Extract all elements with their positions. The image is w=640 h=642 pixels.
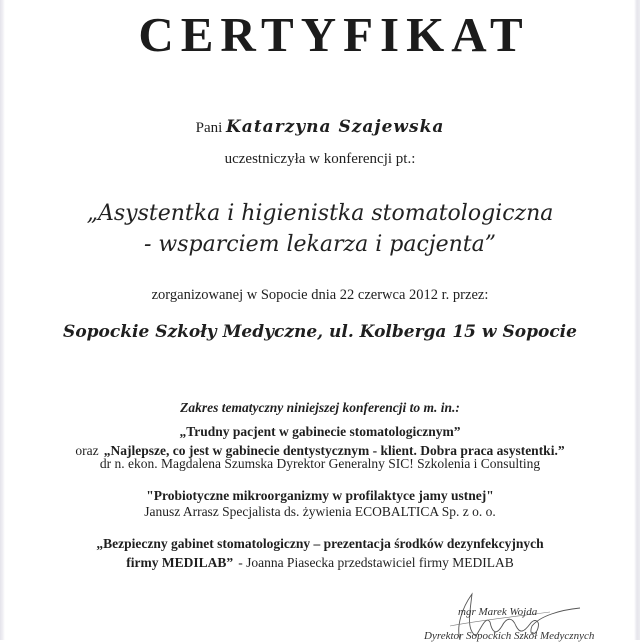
organized-text: zorganizowanej w Sopocie dnia 22 czerwca 2012 r. przez: xyxy=(151,287,489,303)
conference-title-line2: - wsparciem lekarza i pacjenta” xyxy=(144,232,496,257)
topic-3-speaker: - Joanna Piasecka przedstawiciel firmy MEDILAB xyxy=(238,555,514,570)
participation-text: uczestniczyła w konferencji pt.: xyxy=(224,151,416,167)
topic-2-speaker: Janusz Arrasz Specjalista ds. żywienia ECOBALTICA Sp. z o. o. xyxy=(144,504,496,519)
recipient-name: Katarzyna Szajewska xyxy=(226,117,445,137)
topic-1-speaker: dr n. ekon. Magdalena Szumska Dyrektor Generalny SIC! Szkolenia i Consulting xyxy=(99,456,541,471)
recipient-line xyxy=(0,117,640,137)
signature-block xyxy=(420,586,640,640)
certificate-title: CERTYFIKAT xyxy=(138,7,530,62)
organizer: Sopockie Szkoły Medyczne, ul. Kolberga 15 w Sopocie xyxy=(63,322,577,342)
topic-3-title-2: firmy MEDILAB” xyxy=(126,555,234,570)
conference-title-line1: „Asystentka i higienistka stomatologiczna xyxy=(86,201,554,226)
salutation-prefix: Pani xyxy=(195,120,223,136)
signer-name: mgr Marek Wojda xyxy=(458,606,538,618)
scope-heading: Zakres tematyczny niniejszej konferencji to m. in.: xyxy=(180,400,460,415)
topic-2-title: "Probiotyczne mikroorganizmy w profilaktyce jamy ustnej" xyxy=(146,488,494,503)
topic-1-title: „Trudny pacjent w gabinecie stomatologicznym” xyxy=(179,424,461,439)
topic-1-title-2: „Najlepsze, co jest w gabinecie dentystycznym - klient. Dobra praca asystentki.” xyxy=(103,443,565,458)
topic-3-line2 xyxy=(0,552,640,571)
signer-role: Dyrektor Sopockich Szkół Medycznych xyxy=(424,630,595,642)
topic-1-prefix: oraz xyxy=(75,443,99,458)
topic-3-title: „Bezpieczny gabinet stomatologiczny – prezentacja środków dezynfekcyjnych xyxy=(96,536,544,551)
